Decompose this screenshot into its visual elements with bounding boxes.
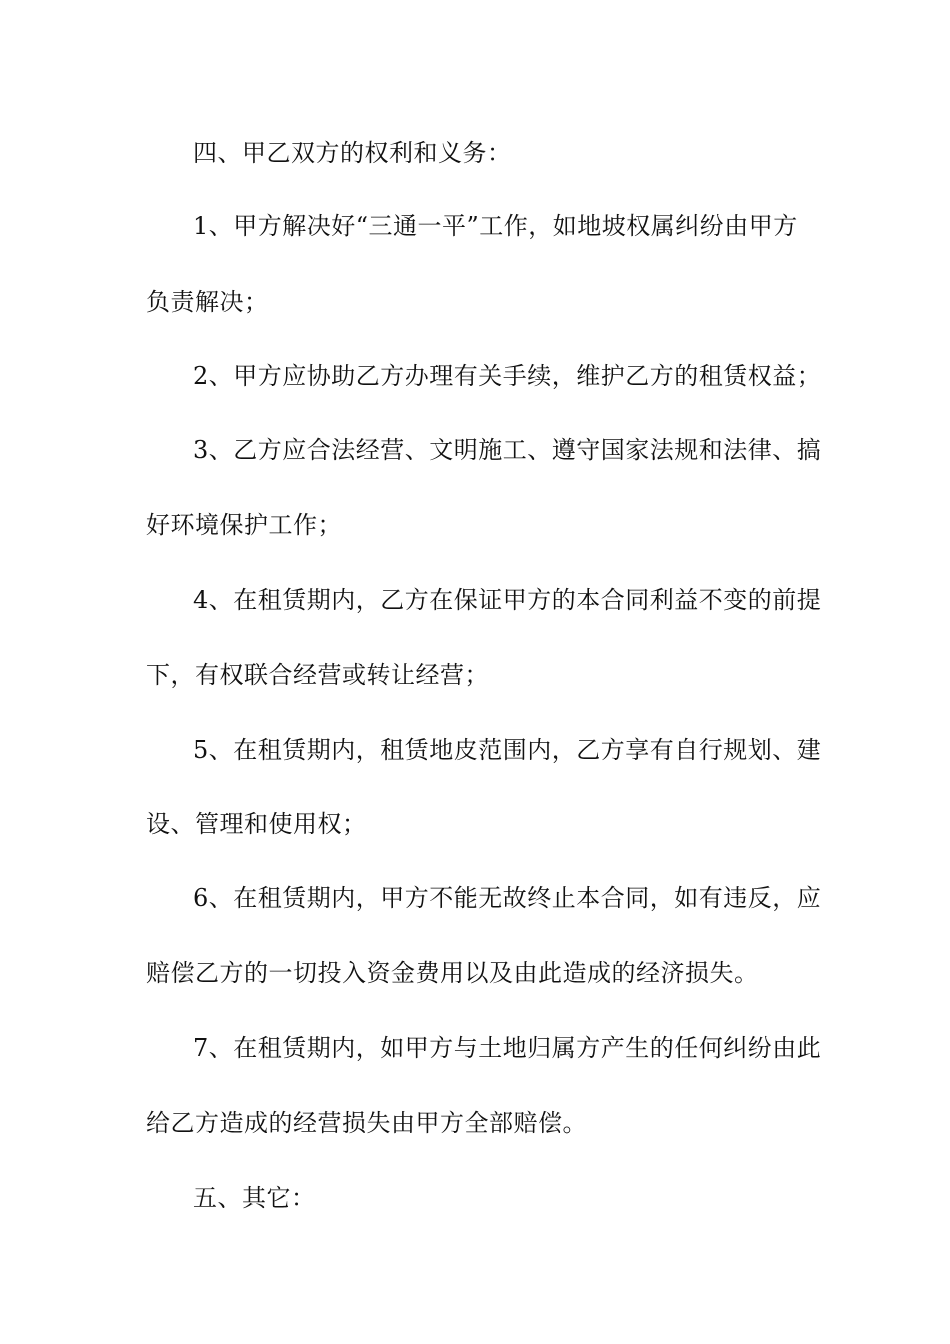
clause-1-line-2: 负责解决；: [146, 288, 269, 316]
clause-6-line-1: 6、在租赁期内，甲方不能无故终止本合同，如有违反，应: [193, 884, 822, 912]
clause-7-line-1: 7、在租赁期内，如甲方与土地归属方产生的任何纠纷由此: [193, 1034, 822, 1062]
clause-3-line-1: 3、乙方应合法经营、文明施工、遵守国家法规和法律、搞: [193, 436, 822, 464]
clause-5-line-1: 5、在租赁期内，租赁地皮范围内，乙方享有自行规划、建: [193, 736, 822, 764]
clause-6-line-2: 赔偿乙方的一切投入资金费用以及由此造成的经济损失。: [146, 959, 759, 987]
clause-4-line-2: 下，有权联合经营或转让经营；: [146, 661, 489, 689]
clause-3-line-2: 好环境保护工作；: [146, 511, 342, 539]
clause-1-line-1: 1、甲方解决好“三通一平”工作，如地坡权属纠纷由甲方: [193, 212, 798, 240]
section-heading-other: 五、其它：: [193, 1184, 316, 1212]
clause-7-line-2: 给乙方造成的经营损失由甲方全部赔偿。: [146, 1109, 587, 1137]
clause-5-line-2: 设、管理和使用权；: [146, 810, 367, 838]
section-heading-rights-obligations: 四、甲乙双方的权利和义务：: [193, 139, 512, 167]
clause-2-line-1: 2、甲方应协助乙方办理有关手续，维护乙方的租赁权益；: [193, 362, 822, 390]
clause-4-line-1: 4、在租赁期内，乙方在保证甲方的本合同利益不变的前提: [193, 586, 822, 614]
